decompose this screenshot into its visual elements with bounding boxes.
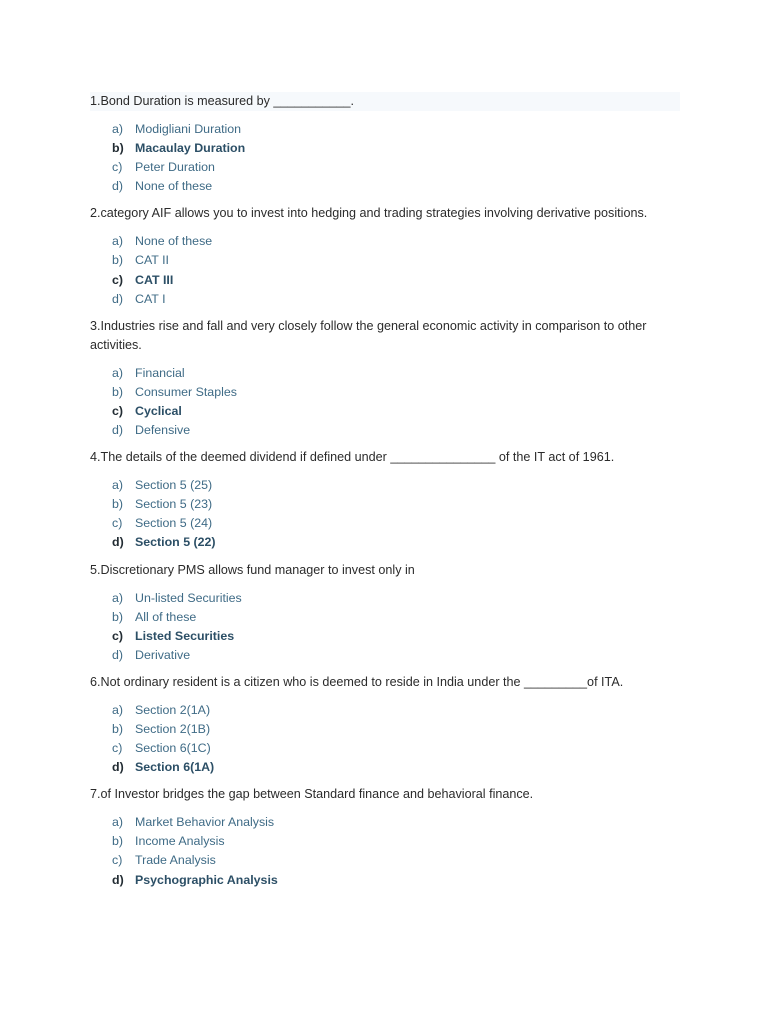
option-letter: b) [112, 834, 124, 849]
option-letter: c) [112, 628, 124, 643]
option-text: CAT II [135, 253, 169, 268]
option-text: All of these [135, 609, 197, 624]
option-letter: c) [112, 853, 123, 868]
option-letter: a) [112, 702, 124, 717]
option-letter: b) [112, 721, 124, 736]
question-text: 6.Not ordinary resident is a citizen who is deemed to reside in India under the _________of ITA. [90, 674, 624, 689]
option-letter: b) [112, 384, 124, 399]
option-letter: b) [112, 497, 124, 512]
option-letter: a) [112, 478, 124, 493]
question-7 [90, 785, 680, 889]
option-a [112, 589, 680, 608]
option-text: Defensive [135, 423, 191, 438]
question-1 [90, 92, 680, 196]
option-text: Section 6(1A) [135, 760, 215, 775]
option-text: Section 5 (23) [135, 497, 213, 512]
question-text: 2.category AIF allows you to invest into hedging and trading strategies involving derivative positions. [90, 206, 648, 221]
option-letter: d) [112, 760, 124, 775]
option-text: Cyclical [135, 403, 182, 418]
option-text: Section 6(1C) [135, 741, 211, 756]
option-c [112, 158, 680, 177]
option-text: None of these [135, 179, 213, 194]
option-text: Macaulay Duration [135, 141, 246, 156]
question-text: 4.The details of the deemed dividend if defined under _______________ of the IT act of 1961. [90, 450, 615, 465]
option-letter: c) [112, 403, 124, 418]
option-text: Income Analysis [135, 834, 225, 849]
option-letter: c) [112, 160, 123, 175]
option-letter: d) [112, 647, 124, 662]
option-list [90, 701, 680, 777]
option-b [112, 251, 680, 270]
option-text: Trade Analysis [135, 853, 216, 868]
option-d-correct [112, 871, 680, 890]
option-a [112, 813, 680, 832]
option-letter: d) [112, 291, 124, 306]
option-b [112, 832, 680, 851]
option-letter: b) [112, 609, 124, 624]
option-a [112, 232, 680, 251]
question-2 [90, 204, 680, 308]
option-text: CAT III [135, 272, 174, 287]
option-list [90, 813, 680, 889]
option-b [112, 383, 680, 402]
option-list [90, 232, 680, 308]
option-d [112, 646, 680, 665]
option-text: Section 5 (25) [135, 478, 213, 493]
question-5 [90, 561, 680, 665]
option-a [112, 701, 680, 720]
option-letter: a) [112, 234, 124, 249]
option-text: Market Behavior Analysis [135, 815, 275, 830]
question-4 [90, 448, 680, 552]
question-text: 3.Industries rise and fall and very closely follow the general economic activity in comparison to other activities. [90, 318, 647, 352]
question-text: 1.Bond Duration is measured by ___________. [90, 92, 680, 111]
option-text: Listed Securities [135, 628, 235, 643]
option-a [112, 364, 680, 383]
option-c [112, 514, 680, 533]
option-letter: d) [112, 179, 124, 194]
option-a [112, 120, 680, 139]
option-text: None of these [135, 234, 213, 249]
option-d [112, 421, 680, 440]
option-d [112, 290, 680, 309]
option-letter: a) [112, 590, 124, 605]
option-letter: c) [112, 516, 123, 531]
option-b-correct [112, 139, 680, 158]
option-list [90, 476, 680, 552]
option-letter: b) [112, 141, 124, 156]
option-c [112, 739, 680, 758]
option-text: Peter Duration [135, 160, 215, 175]
option-c-correct [112, 402, 680, 421]
option-d [112, 177, 680, 196]
option-text: Derivative [135, 647, 191, 662]
option-letter: a) [112, 365, 124, 380]
option-c-correct [112, 271, 680, 290]
option-list [90, 589, 680, 665]
option-letter: d) [112, 423, 124, 438]
option-d-correct [112, 758, 680, 777]
option-text: Financial [135, 365, 185, 380]
option-c [112, 851, 680, 870]
option-b [112, 608, 680, 627]
option-list [90, 364, 680, 440]
option-b [112, 720, 680, 739]
option-letter: b) [112, 253, 124, 268]
option-text: Section 5 (22) [135, 535, 216, 550]
option-text: CAT I [135, 291, 166, 306]
option-d-correct [112, 533, 680, 552]
option-list [90, 120, 680, 196]
option-text: Section 5 (24) [135, 516, 213, 531]
option-text: Consumer Staples [135, 384, 237, 399]
option-a [112, 476, 680, 495]
question-3 [90, 317, 680, 440]
option-text: Un-listed Securities [135, 590, 242, 605]
option-letter: d) [112, 872, 124, 887]
option-text: Section 2(1B) [135, 721, 211, 736]
option-letter: a) [112, 122, 124, 136]
question-text: 7.of Investor bridges the gap between Standard finance and behavioral finance. [90, 787, 534, 802]
option-b [112, 495, 680, 514]
option-letter: a) [112, 815, 124, 830]
question-text: 5.Discretionary PMS allows fund manager to invest only in [90, 562, 415, 577]
question-6 [90, 673, 680, 777]
option-letter: d) [112, 535, 124, 550]
option-text: Section 2(1A) [135, 702, 211, 717]
option-text: Modigliani Duration [135, 122, 242, 136]
option-letter: c) [112, 272, 124, 287]
option-letter: c) [112, 741, 123, 756]
option-text: Psychographic Analysis [135, 872, 278, 887]
option-c-correct [112, 627, 680, 646]
